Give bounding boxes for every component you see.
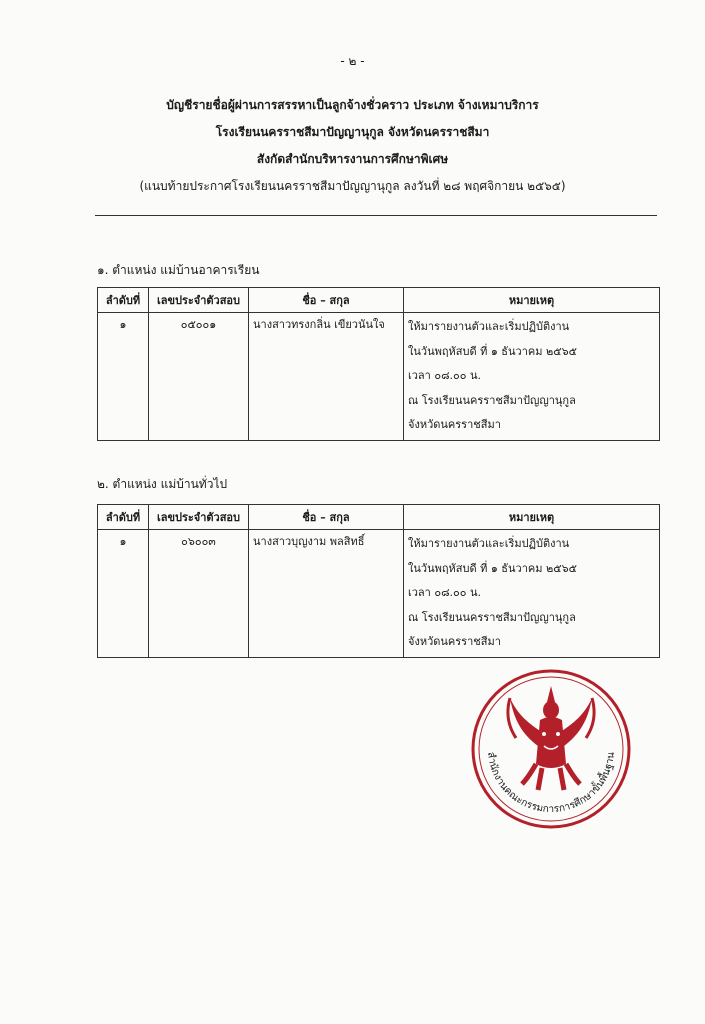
- col-header-name: ชื่อ – สกุล: [249, 288, 404, 313]
- garuda-emblem-icon: [470, 668, 632, 830]
- cell-order: ๑: [98, 313, 149, 441]
- page-number: - ๒ -: [340, 54, 365, 68]
- col-header-name: ชื่อ – สกุล: [249, 505, 404, 530]
- remark-line: ให้มารายงานตัวและเริ่มปฏิบัติงาน: [408, 537, 570, 550]
- cell-exam-id: ๐๕๐๐๑: [149, 313, 249, 441]
- roster-table-2: [97, 504, 660, 658]
- remark-line: จังหวัดนครราชสีมา: [408, 635, 501, 648]
- remark-line: ณ โรงเรียนนครราชสีมาปัญญานุกูล: [408, 610, 576, 624]
- table-header-row: [98, 505, 660, 530]
- header-reference: (แนบท้ายประกาศโรงเรียนนครราชสีมาปัญญานุกูล ลงวันที่ ๒๘ พฤศจิกายน ๒๕๖๕): [139, 179, 566, 193]
- section-title-1: ๑. ตำแหน่ง แม่บ้านอาคารเรียน: [97, 263, 260, 277]
- remark-line: เวลา ๐๘.๐๐ น.: [408, 586, 481, 599]
- header-divider: [95, 215, 657, 216]
- remark-line: ให้มารายงานตัวและเริ่มปฏิบัติงาน: [408, 320, 570, 333]
- cell-remark: [404, 530, 660, 658]
- col-header-remark: หมายเหตุ: [404, 288, 660, 313]
- header-title: บัญชีรายชื่อผู้ผ่านการสรรหาเป็นลูกจ้างชั่วคราว ประเภท จ้างเหมาบริการ: [166, 98, 539, 112]
- cell-order: ๑: [98, 530, 149, 658]
- col-header-exam-id: เลขประจำตัวสอบ: [149, 288, 249, 313]
- table-header-row: [98, 288, 660, 313]
- col-header-remark: หมายเหตุ: [404, 505, 660, 530]
- remark-line: ในวันพฤหัสบดี ที่ ๑ ธันวาคม ๒๕๖๕: [408, 561, 577, 575]
- cell-name: นางสาวทรงกลิ่น เขียวนันใจ: [249, 313, 404, 441]
- header-school: โรงเรียนนครราชสีมาปัญญานุกูล จังหวัดนครราชสีมา: [215, 125, 490, 139]
- remark-line: ในวันพฤหัสบดี ที่ ๑ ธันวาคม ๒๕๖๕: [408, 344, 577, 358]
- table-row: [98, 313, 660, 441]
- section-title-2: ๒. ตำแหน่ง แม่บ้านทั่วไป: [97, 477, 228, 491]
- cell-name: นางสาวบุญงาม พลสิทธิ์: [249, 530, 404, 658]
- header-agency: สังกัดสำนักบริหารงานการศึกษาพิเศษ: [256, 152, 449, 166]
- remark-line: เวลา ๐๘.๐๐ น.: [408, 369, 481, 382]
- col-header-exam-id: เลขประจำตัวสอบ: [149, 505, 249, 530]
- roster-table-1: [97, 287, 660, 441]
- remark-line: ณ โรงเรียนนครราชสีมาปัญญานุกูล: [408, 393, 576, 407]
- col-header-order: ลำดับที่: [98, 505, 149, 530]
- cell-remark: [404, 313, 660, 441]
- cell-exam-id: ๐๖๐๐๓: [149, 530, 249, 658]
- col-header-order: ลำดับที่: [98, 288, 149, 313]
- document-header: [0, 92, 705, 200]
- table-row: [98, 530, 660, 658]
- official-seal: [470, 668, 632, 830]
- svg-text:สำนักงานคณะกรรมการการศึกษาขั้น: สำนักงานคณะกรรมการการศึกษาขั้นพื้นฐาน: [484, 751, 617, 816]
- remark-line: จังหวัดนครราชสีมา: [408, 418, 501, 431]
